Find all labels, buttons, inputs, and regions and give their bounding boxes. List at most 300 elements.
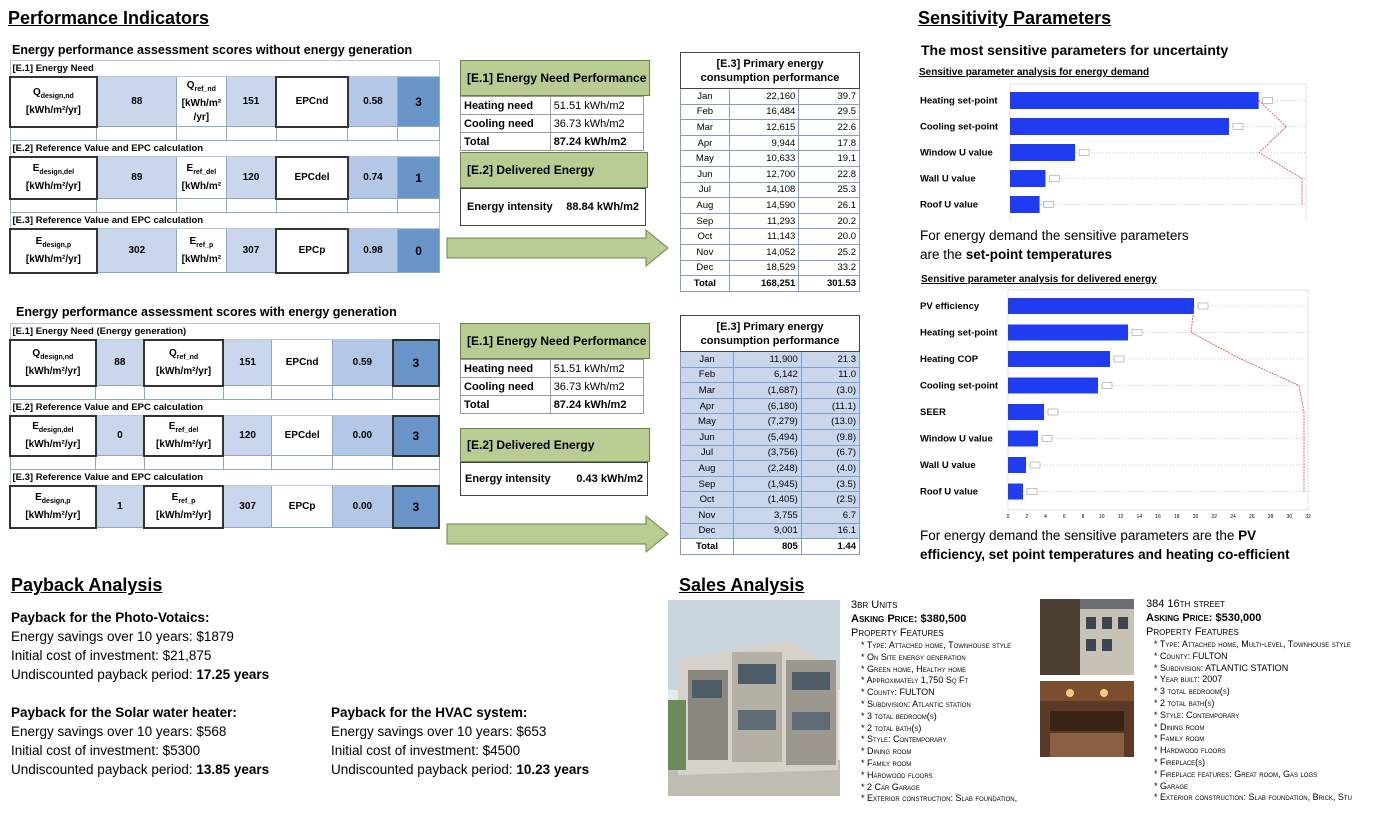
need-title: [E.1] Energy Need Performance	[467, 334, 647, 348]
month-label: Feb	[681, 104, 730, 120]
chart-delivered-energy	[918, 288, 1318, 518]
month-kwh: 14,052	[729, 244, 799, 260]
bar	[1010, 144, 1075, 161]
x-tick-label: 14	[1136, 514, 1143, 518]
need-value: 87.24 kWh/m2	[550, 396, 643, 414]
month-kwh-m2: 26.1	[799, 198, 860, 214]
month-kwh: 11,293	[729, 213, 799, 229]
epc-name: EPCnd	[276, 77, 348, 127]
month-kwh-m2: 17.8	[799, 135, 860, 151]
epc-table-a	[9, 60, 440, 274]
listing-feature: * Exterior construction: Slab foundation, Brick, Stu	[1154, 792, 1352, 803]
epc-score: 1	[398, 157, 440, 199]
listing-feature: * On Site energy generation	[861, 651, 966, 662]
epc-value: 0.58	[348, 77, 398, 127]
epc-value: 0.74	[348, 157, 398, 199]
e-design-del-value: 0	[96, 416, 144, 456]
x-tick-label: 16	[1155, 514, 1161, 518]
monthly-row	[681, 229, 860, 245]
month-kwh: (1,687)	[733, 383, 801, 399]
month-label: Jan	[681, 352, 734, 368]
month-kwh: (3,756)	[733, 445, 801, 461]
monthly-row	[681, 445, 860, 461]
month-kwh-m2: (9.8)	[801, 429, 859, 445]
monthly-row	[681, 398, 860, 414]
payback-heading: Payback Analysis	[11, 575, 163, 595]
monthly-table-a	[680, 52, 860, 292]
delivered-title-box	[460, 152, 648, 188]
need-label: Total	[461, 396, 551, 414]
month-kwh: 805	[733, 539, 801, 555]
monthly-row	[681, 198, 860, 214]
intensity-box-a	[460, 188, 646, 226]
sens-note-1: For energy demand the sensitive parameters are the set-point temperatures	[920, 228, 1189, 262]
epc-name: EPCdel	[272, 416, 333, 456]
need-value: 36.73 kWh/m2	[550, 378, 643, 396]
listing-feature: * Approximately 1,750 Sq Ft	[861, 675, 969, 686]
month-kwh: 10,633	[729, 151, 799, 167]
listing-feature: * Type: Attached home, Townhouse style	[861, 640, 1012, 650]
e-design-p-value: 302	[97, 229, 177, 273]
e1-label: [E.1] Energy Need (Energy generation)	[10, 324, 439, 340]
x-tick-label: 10	[1098, 514, 1105, 518]
bar	[1010, 92, 1259, 109]
listing-feature: * Exterior construction: Slab foundation,	[861, 793, 1018, 804]
q-ref-value: 151	[226, 77, 276, 127]
bar	[1010, 170, 1046, 187]
q-design-label: $Q_{design,nd}$ [kWh/m²/yr]	[10, 340, 96, 386]
x-tick-label: 18	[1173, 514, 1180, 518]
category-label: Cooling set-point	[920, 121, 999, 133]
listing-feature: * Hardwood floors	[1154, 745, 1226, 756]
e-design-p-label: $E_{design,p}$ [kWh/m²/yr]	[10, 486, 96, 528]
month-kwh-m2: 33.2	[799, 260, 860, 276]
category-label: Heating set-point	[920, 95, 998, 107]
listing-name: 3br Units	[851, 599, 898, 611]
epc-score: 3	[393, 340, 439, 386]
month-label: Nov	[681, 507, 734, 523]
need-value: 51.51 kWh/m2	[550, 360, 643, 378]
epc-score: 3	[393, 416, 439, 456]
x-tick-label: 30	[1286, 514, 1293, 518]
epc-score: 0	[398, 229, 440, 273]
month-label: Apr	[681, 398, 734, 414]
x-tick-label: 0	[1006, 514, 1010, 518]
listing-feature: * Garage	[1154, 780, 1189, 791]
perf-title-b: Energy performance assessment scores with energy generation	[16, 305, 397, 319]
month-label: Aug	[681, 461, 734, 477]
bar	[1008, 351, 1110, 367]
need-table-b	[460, 359, 644, 414]
x-tick-label: 8	[1081, 514, 1085, 518]
listing-name: 384 16th street	[1146, 598, 1225, 610]
category-label: Wall U value	[920, 460, 976, 471]
x-tick-label: 28	[1267, 514, 1274, 518]
month-kwh-m2: 1.44	[801, 539, 859, 555]
epc-value: 0.98	[348, 229, 398, 273]
month-label: Sep	[681, 476, 734, 492]
monthly-row	[681, 429, 860, 445]
q-design-value: 88	[97, 77, 177, 127]
epc-name: EPCdel	[276, 157, 348, 199]
listing-feature: * Fireplace(s)	[1154, 756, 1206, 767]
category-label: Window U value	[920, 433, 993, 445]
month-kwh-m2: (3.5)	[801, 476, 859, 492]
listing-feature: * Dining room	[1154, 721, 1205, 732]
q-ref-label: $Q_{ref\_nd}$ [kWh/m²/yr]	[144, 340, 223, 386]
monthly-table-b	[680, 315, 860, 555]
street-photo	[1040, 599, 1134, 675]
category-label: Window U value	[920, 147, 993, 159]
month-kwh: 16,484	[729, 104, 799, 120]
category-label: Wall U value	[920, 173, 976, 185]
bar	[1010, 196, 1040, 213]
month-kwh: 14,590	[729, 198, 799, 214]
monthly-row	[681, 476, 860, 492]
listing-feature: * Hardwood floors	[861, 769, 933, 780]
e-ref-del-value: 120	[226, 157, 276, 199]
month-label: Jun	[681, 166, 730, 182]
chart2-title: Sensitive parameter analysis for delivered energy	[921, 274, 1157, 285]
listing-feature: * Green home, Healthy home	[861, 663, 967, 674]
need-label: Cooling need	[461, 115, 551, 133]
e3-label: [E.3] Reference Value and EPC calculation	[10, 213, 440, 229]
month-kwh: 14,108	[729, 182, 799, 198]
q-design-value: 88	[96, 340, 144, 386]
monthly-row	[681, 151, 860, 167]
listing-feature: * Subdivision: ATLANTIC STATION	[1154, 662, 1289, 673]
monthly-row	[681, 135, 860, 151]
epc-value: 0.00	[333, 486, 393, 528]
e-ref-p-label: $E_{ref\_p}$ [kWh/m²/yr]	[144, 486, 223, 528]
month-kwh: (1,405)	[733, 492, 801, 508]
month-kwh-m2: 25.2	[799, 244, 860, 260]
month-label: Nov	[681, 244, 730, 260]
intensity-label: Energy intensity	[467, 201, 553, 213]
bar-value-tag	[1050, 176, 1060, 182]
month-kwh-m2: (2.5)	[801, 492, 859, 508]
need-label: Heating need	[461, 97, 551, 115]
listing-feature: * Style: Contemporary	[1154, 709, 1240, 720]
x-tick-label: 26	[1248, 514, 1255, 518]
bar	[1008, 404, 1044, 420]
month-label: Jan	[681, 89, 730, 105]
need-label: Total	[461, 133, 551, 151]
month-kwh-m2: 19.1	[799, 151, 860, 167]
month-kwh-m2: 6.7	[801, 507, 859, 523]
listing-feature: * Subdivision: Atlantic station	[861, 698, 971, 709]
sens-note-2: For energy demand the sensitive parameters are the PV efficiency, set point temperatures and heating co-efficient	[920, 528, 1290, 562]
month-kwh-m2: 22.8	[799, 166, 860, 182]
epc-value: 0.59	[333, 340, 393, 386]
category-label: SEER	[920, 407, 946, 418]
listing-feature: * Family room	[861, 757, 912, 768]
monthly-row	[681, 166, 860, 182]
month-kwh-m2: 301.53	[799, 276, 860, 292]
bar	[1008, 431, 1038, 447]
epc-name: EPCnd	[272, 340, 333, 386]
monthly-row	[681, 507, 860, 523]
intensity-value: 88.84 kWh/m2	[566, 201, 639, 213]
month-kwh-m2: (6.7)	[801, 445, 859, 461]
epc-score: 3	[398, 77, 440, 127]
month-kwh: 12,700	[729, 166, 799, 182]
month-kwh-m2: 20.0	[799, 229, 860, 245]
month-label: Mar	[681, 383, 734, 399]
bar-value-tag	[1042, 436, 1052, 442]
need-label: Cooling need	[461, 378, 551, 396]
listing-features-title: Property Features	[1146, 626, 1239, 638]
month-label: Jul	[681, 445, 734, 461]
x-tick-label: 22	[1211, 514, 1218, 518]
e-ref-p-label: $E_{ref\_p}$ [kWh/m²	[176, 229, 226, 273]
month-label: Sep	[681, 213, 730, 229]
bar	[1008, 484, 1023, 500]
cumulative-curve	[1191, 306, 1304, 492]
month-kwh: 3,755	[733, 507, 801, 523]
monthly-title: [E.3] Primary energy consumption performance	[681, 53, 860, 89]
month-label: Jul	[681, 182, 730, 198]
month-kwh-m2: (4.0)	[801, 461, 859, 477]
delivered-title: [E.2] Delivered Energy	[467, 163, 595, 177]
sens-subtitle: The most sensitive parameters for uncertainty	[921, 42, 1229, 58]
month-kwh: (7,279)	[733, 414, 801, 430]
delivered-title: [E.2] Delivered Energy	[467, 438, 595, 452]
need-title-box	[460, 60, 650, 96]
x-tick-label: 6	[1062, 514, 1066, 518]
listing-feature: * Year built: 2007	[1154, 674, 1223, 685]
listing-price: Asking Price: $530,000	[1146, 612, 1262, 624]
performance-heading: Performance Indicators	[8, 8, 210, 28]
month-label: Mar	[681, 120, 730, 136]
bar-value-tag	[1233, 124, 1243, 130]
month-label: Total	[681, 276, 730, 292]
bar-value-tag	[1132, 330, 1142, 336]
bar-value-tag	[1198, 303, 1208, 309]
bar-value-tag	[1102, 383, 1112, 389]
epc-name: EPCp	[272, 486, 333, 528]
monthly-row	[681, 367, 860, 383]
month-kwh: 9,001	[733, 523, 801, 539]
x-tick-label: 20	[1192, 514, 1199, 518]
bar-value-tag	[1044, 202, 1054, 208]
townhouse-photo	[668, 600, 840, 796]
month-label: Dec	[681, 260, 730, 276]
arrow-right-icon	[446, 514, 670, 554]
monthly-row	[681, 352, 860, 368]
month-kwh: 6,142	[733, 367, 801, 383]
e-design-del-value: 89	[97, 157, 177, 199]
month-label: Feb	[681, 367, 734, 383]
bar	[1008, 298, 1194, 314]
e-ref-p-value: 307	[226, 229, 276, 273]
bar-value-tag	[1048, 409, 1058, 415]
month-kwh: 12,615	[729, 120, 799, 136]
listing-feature: * Fireplace features: Great room, Gas logs	[1154, 768, 1318, 779]
listing-feature: * 2 total bath(s)	[861, 722, 922, 733]
listing-feature: * 2 total bath(s)	[1154, 697, 1215, 708]
month-kwh-m2: 25.3	[799, 182, 860, 198]
bar	[1008, 457, 1026, 473]
listing-feature: * 3 total bedroom(s)	[861, 710, 937, 721]
bar	[1008, 325, 1128, 341]
month-label: Apr	[681, 135, 730, 151]
listing-2	[1146, 597, 1378, 804]
listing-feature: * Type: Attached home, Multi-level, Townhouse style	[1154, 639, 1351, 649]
bar-value-tag	[1030, 462, 1040, 468]
month-kwh-m2: (13.0)	[801, 414, 859, 430]
listing-feature: * Family room	[1154, 733, 1205, 744]
listing-feature: * Dining room	[861, 746, 912, 757]
e-ref-p-value: 307	[223, 486, 272, 528]
sensitivity-heading: Sensitivity Parameters	[918, 8, 1112, 28]
month-kwh: 11,900	[733, 352, 801, 368]
need-title: [E.1] Energy Need Performance	[467, 71, 647, 85]
q-ref-label: $Q_{ref\_nd}$ [kWh/m² /yr]	[176, 77, 226, 127]
chart1-title: Sensitive parameter analysis for energy demand	[919, 67, 1150, 78]
month-kwh: 22,160	[729, 89, 799, 105]
payback-solar: Payback for the Solar water heater: Energy savings over 10 years: $568 Initial cost of investment: $5300 Undiscounted payback period: 13.85 years	[11, 705, 270, 777]
category-label: PV efficiency	[920, 301, 980, 312]
listing-features-title: Property Features	[851, 627, 944, 639]
bar-value-tag	[1027, 489, 1037, 495]
monthly-total-row	[681, 276, 860, 292]
month-kwh: (2,248)	[733, 461, 801, 477]
month-kwh: 168,251	[729, 276, 799, 292]
x-tick-label: 24	[1230, 514, 1236, 518]
month-label: May	[681, 151, 730, 167]
listing-feature: * County: FULTON	[1154, 650, 1228, 661]
x-tick-label: 32	[1305, 514, 1311, 518]
monthly-row	[681, 182, 860, 198]
month-label: May	[681, 414, 734, 430]
e3-label: [E.3] Reference Value and EPC calculation	[10, 470, 439, 486]
bar	[1010, 118, 1229, 135]
category-label: Heating set-point	[920, 327, 998, 339]
monthly-row	[681, 492, 860, 508]
month-kwh: (5,494)	[733, 429, 801, 445]
e2-label: [E.2] Reference Value and EPC calculation	[10, 141, 440, 157]
x-tick-label: 12	[1117, 514, 1124, 518]
month-kwh-m2: 16.1	[801, 523, 859, 539]
epc-name: EPCp	[276, 229, 348, 273]
month-label: Total	[681, 539, 734, 555]
perf-title-a: Energy performance assessment scores without energy generation	[12, 43, 413, 57]
intensity-label: Energy intensity	[465, 473, 551, 485]
monthly-row	[681, 244, 860, 260]
listing-1	[851, 598, 1036, 805]
q-ref-value: 151	[223, 340, 272, 386]
listing-feature: * Style: Contemporary	[861, 734, 947, 745]
need-value: 51.51 kWh/m2	[550, 97, 643, 115]
intensity-box-b	[460, 462, 648, 496]
sales-heading: Sales Analysis	[679, 575, 805, 595]
month-kwh: (1,945)	[733, 476, 801, 492]
e-ref-del-label: $E_{ref\_del}$ [kWh/m²/yr]	[144, 416, 223, 456]
e-ref-del-value: 120	[223, 416, 272, 456]
need-label: Heating need	[461, 360, 551, 378]
category-label: Roof U value	[920, 199, 979, 211]
arrow-right-icon	[446, 228, 670, 268]
e-design-del-label: $E_{design,del}$ [kWh/m²/yr]	[10, 416, 96, 456]
e-design-p-label: $E_{design,p}$ [kWh/m²/yr]	[10, 229, 97, 273]
epc-score: 3	[393, 486, 439, 528]
monthly-row	[681, 260, 860, 276]
month-label: Oct	[681, 492, 734, 508]
category-label: Roof U value	[920, 486, 979, 498]
listing-price: Asking Price: $380,500	[851, 613, 967, 625]
category-label: Cooling set-point	[920, 380, 999, 392]
monthly-row	[681, 104, 860, 120]
q-design-label: $Q_{design,nd}$ [kWh/m²/yr]	[10, 77, 97, 127]
payback-hvac: Payback for the HVAC system: Energy savings over 10 years: $653 Initial cost of investment: $4500 Undiscounted payback period: 10.23 years	[331, 705, 590, 777]
monthly-total-row	[681, 539, 860, 555]
monthly-row	[681, 89, 860, 105]
need-value: 87.24 kWh/m2	[550, 133, 643, 151]
month-kwh-m2: 39.7	[799, 89, 860, 105]
listing-feature: * County: FULTON	[861, 687, 935, 698]
e1-label: [E.1] Energy Need	[10, 61, 440, 77]
bar	[1008, 378, 1098, 394]
month-kwh-m2: 22.6	[799, 120, 860, 136]
month-label: Jun	[681, 429, 734, 445]
monthly-row	[681, 383, 860, 399]
month-kwh-m2: 29.5	[799, 104, 860, 120]
monthly-row	[681, 461, 860, 477]
monthly-row	[681, 414, 860, 430]
month-kwh: (6,180)	[733, 398, 801, 414]
month-label: Dec	[681, 523, 734, 539]
x-tick-label: 2	[1025, 514, 1029, 518]
bar-value-tag	[1114, 356, 1124, 362]
plot-frame	[1008, 290, 1308, 510]
month-label: Oct	[681, 229, 730, 245]
e-design-p-value: 1	[96, 486, 144, 528]
monthly-title: [E.3] Primary energy consumption performance	[681, 316, 860, 352]
monthly-row	[681, 523, 860, 539]
month-kwh-m2: 21.3	[801, 352, 859, 368]
intensity-value: 0.43 kWh/m2	[576, 473, 643, 485]
x-tick-label: 4	[1044, 514, 1047, 518]
month-kwh-m2: 20.2	[799, 213, 860, 229]
month-kwh: 9,944	[729, 135, 799, 151]
monthly-row	[681, 120, 860, 136]
need-table-a	[460, 96, 644, 151]
month-label: Aug	[681, 198, 730, 214]
epc-table-b	[9, 323, 440, 529]
kitchen-photo	[1040, 681, 1134, 757]
delivered-title-box	[460, 428, 650, 462]
payback-pv: Payback for the Photo-Votaics: Energy savings over 10 years: $1879 Initial cost of investment: $21,875 Undiscounted payback period: 17.25 years	[11, 610, 270, 682]
month-kwh-m2: (11.1)	[801, 398, 859, 414]
month-kwh-m2: (3.0)	[801, 383, 859, 399]
category-label: Heating COP	[920, 354, 979, 365]
e2-label: [E.2] Reference Value and EPC calculation	[10, 400, 439, 416]
month-kwh: 18,529	[729, 260, 799, 276]
monthly-row	[681, 213, 860, 229]
listing-feature: * 2 Car Garage	[861, 781, 920, 792]
month-kwh-m2: 11.0	[801, 367, 859, 383]
chart-energy-demand	[918, 80, 1310, 220]
e-ref-del-label: $E_{ref\_del}$ [kWh/m²	[176, 157, 226, 199]
bar-value-tag	[1079, 150, 1089, 156]
listing-feature: * 3 total bedroom(s)	[1154, 686, 1230, 697]
month-kwh: 11,143	[729, 229, 799, 245]
epc-value: 0.00	[333, 416, 393, 456]
e-design-del-label: $E_{design,del}$ [kWh/m²/yr]	[10, 157, 97, 199]
need-title-box	[460, 323, 650, 359]
need-value: 36.73 kWh/m2	[550, 115, 643, 133]
